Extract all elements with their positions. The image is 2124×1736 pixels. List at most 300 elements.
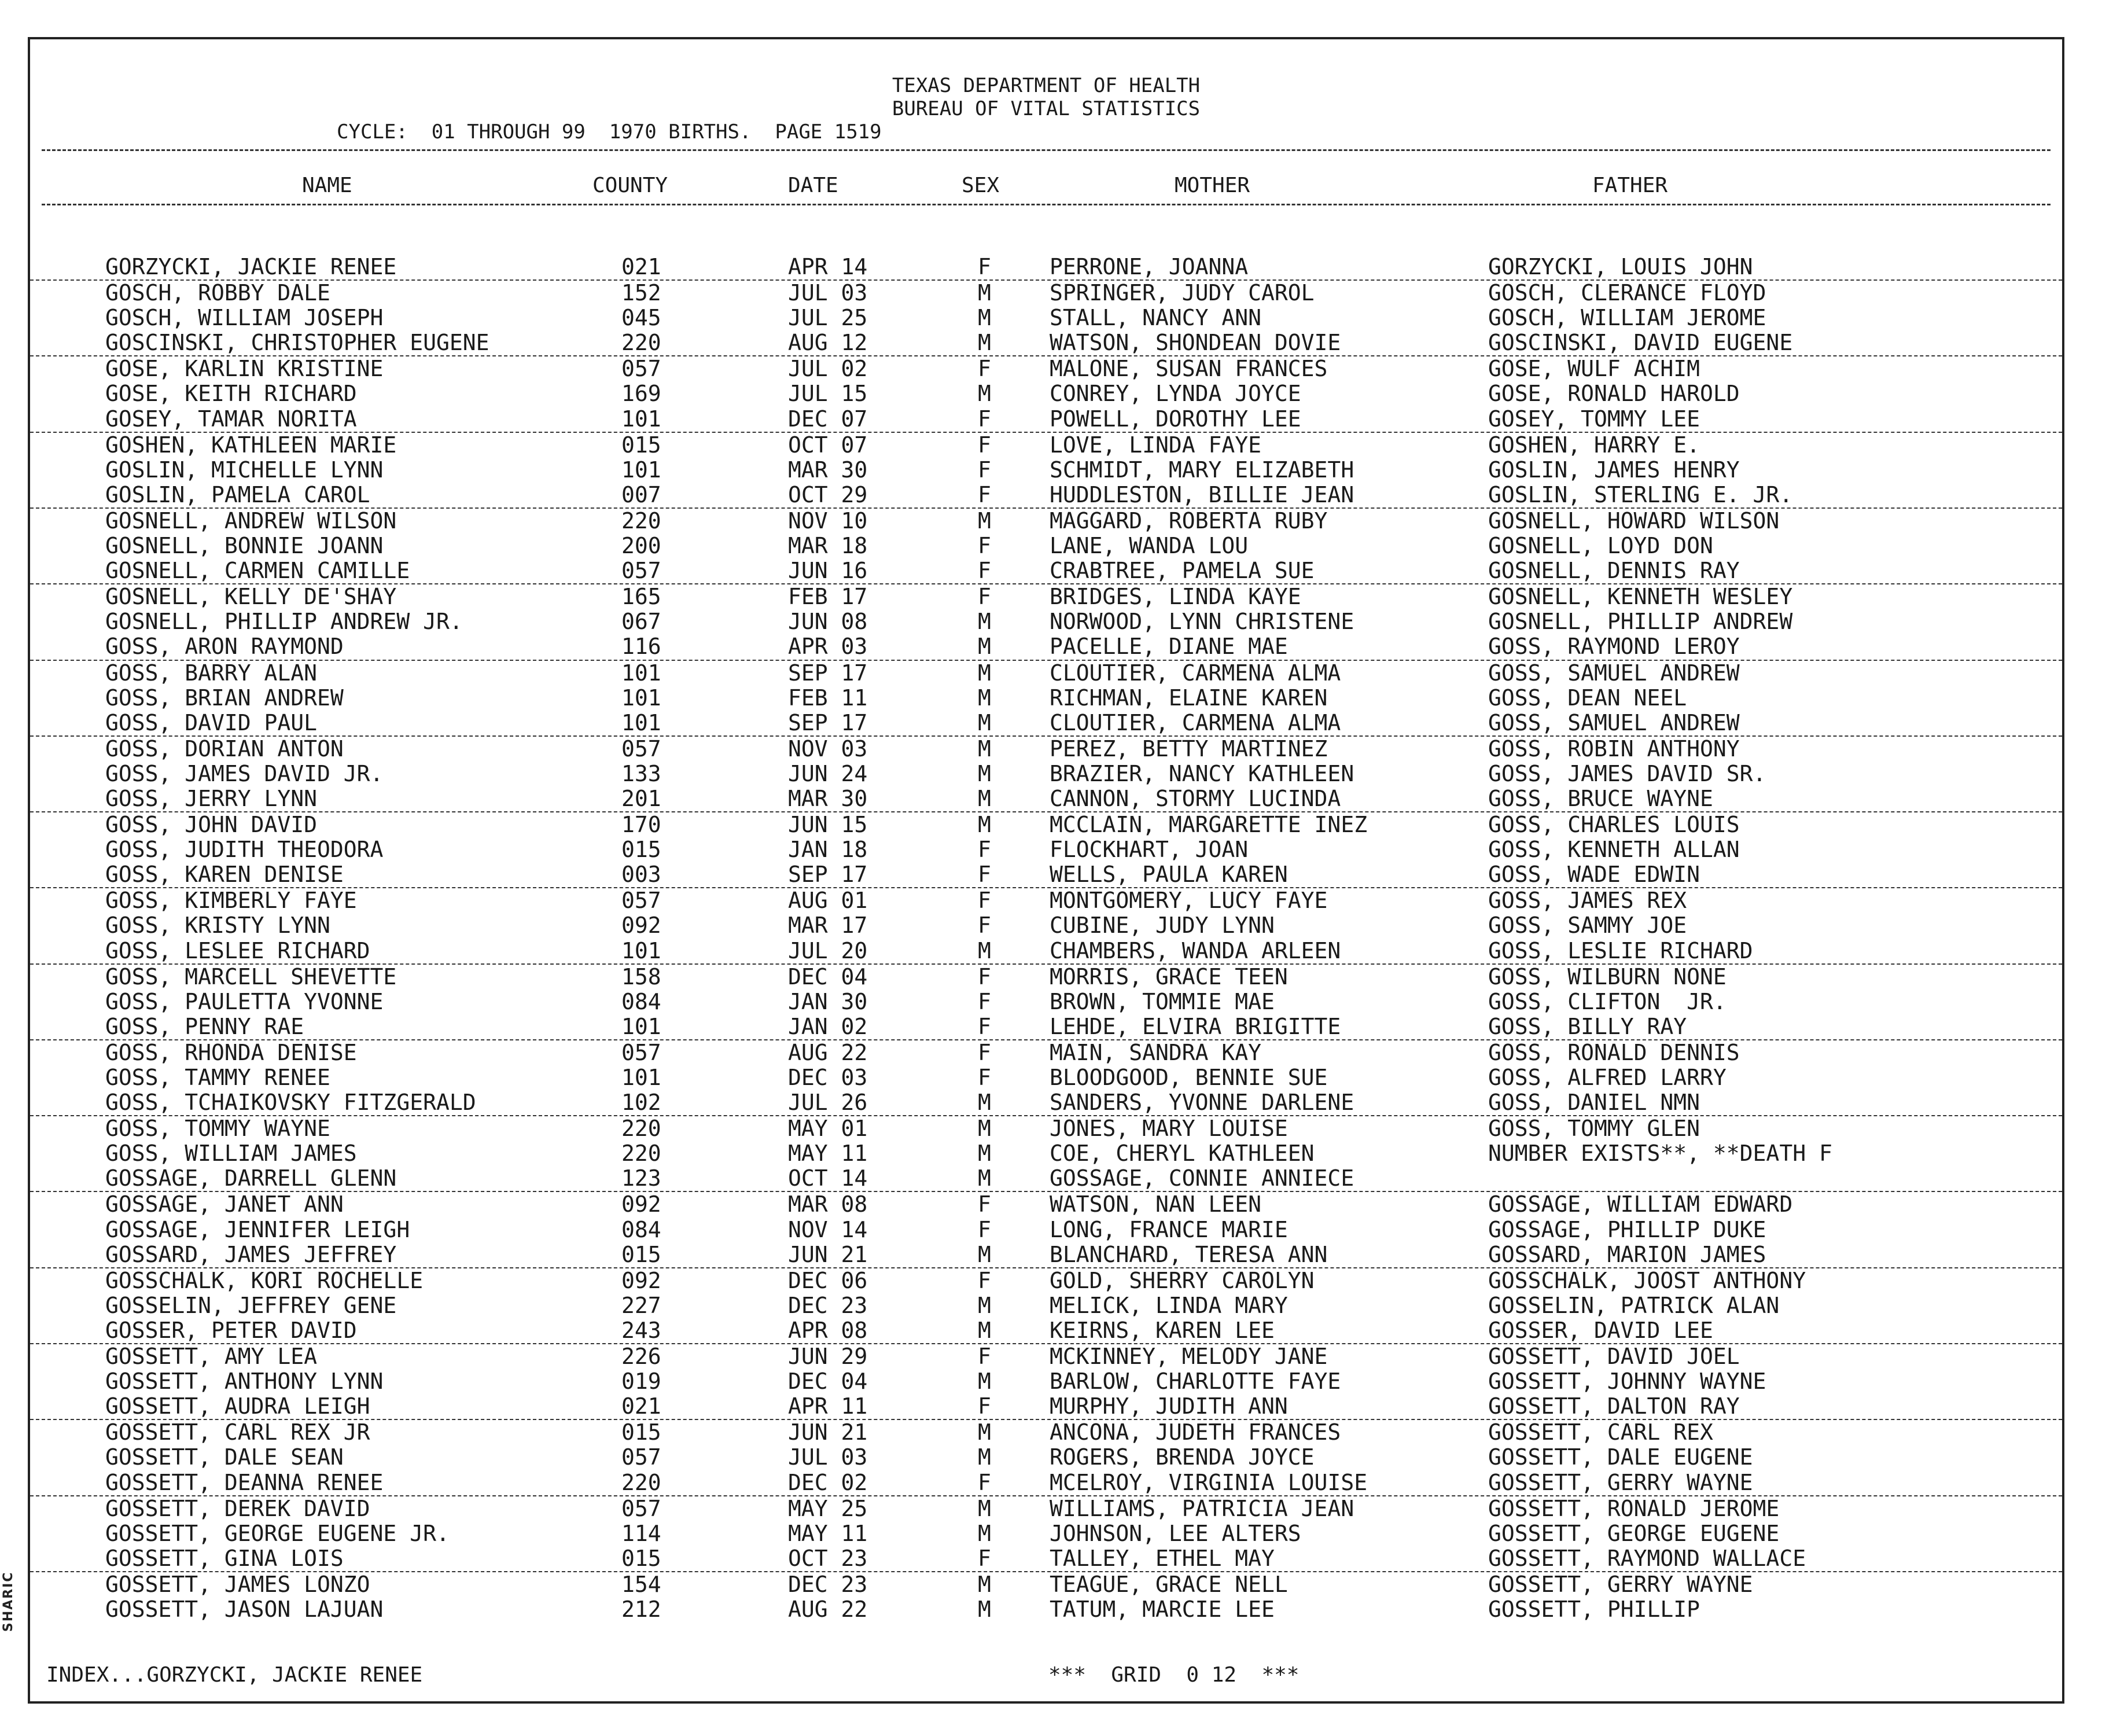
record-father: GOSEY, TOMMY LEE [1488, 406, 1700, 432]
record-row [30, 737, 2062, 762]
record-date: OCT 14 [788, 1165, 868, 1191]
record-date: APR 14 [788, 254, 868, 279]
record-county: 165 [621, 584, 661, 610]
record-county: 015 [621, 1241, 661, 1267]
record-county: 101 [621, 406, 661, 432]
record-date: DEC 04 [788, 963, 868, 990]
record-date: MAR 18 [788, 533, 868, 559]
record-date: JAN 18 [788, 837, 868, 863]
record-mother: WILLIAMS, PATRICIA JEAN [1050, 1495, 1354, 1521]
record-county: 019 [621, 1369, 661, 1395]
record-father: GOSS, RONALD DENNIS [1488, 1039, 1740, 1065]
record-father: GOSS, WILBURN NONE [1488, 963, 1727, 990]
record-date: MAR 08 [788, 1191, 868, 1218]
record-row [30, 1014, 2062, 1040]
record-date: OCT 07 [788, 432, 868, 458]
record-father: GOSHEN, HARRY E. [1488, 432, 1700, 458]
record-county: 092 [621, 913, 661, 939]
record-date: JUL 02 [788, 356, 868, 382]
cycle-line: CYCLE: 01 THROUGH 99 1970 BIRTHS. PAGE 1519 [337, 120, 882, 144]
record-sex: F [978, 1216, 991, 1242]
record-county: 170 [621, 812, 661, 838]
record-row [30, 786, 2062, 812]
record-name: GOSS, KRISTY LYNN [105, 913, 330, 939]
record-sex: M [978, 812, 991, 838]
record-mother: PACELLE, DIANE MAE [1050, 634, 1288, 660]
record-father: GOSNELL, KENNETH WESLEY [1488, 584, 1793, 610]
record-name: GOSCINSKI, CHRISTOPHER EUGENE [105, 330, 489, 356]
record-name: GORZYCKI, JACKIE RENEE [105, 254, 397, 279]
record-date: MAR 30 [788, 785, 868, 811]
record-row [30, 458, 2062, 483]
record-father: GOSS, BRUCE WAYNE [1488, 785, 1713, 811]
record-mother: CANNON, STORMY LUCINDA [1050, 785, 1341, 811]
record-name: GOSS, DAVID PAUL [105, 709, 318, 735]
record-father: GOSSETT, DALE EUGENE [1488, 1444, 1753, 1470]
column-header-mother: MOTHER [1175, 174, 1250, 197]
record-father: GOSNELL, HOWARD WILSON [1488, 507, 1780, 534]
record-sex: M [978, 1419, 991, 1446]
record-mother: SPRINGER, JUDY CAROL [1050, 280, 1315, 306]
record-father: GOSS, ALFRED LARRY [1488, 1065, 1727, 1090]
record-county: 227 [621, 1292, 661, 1318]
record-row [30, 1445, 2062, 1470]
record-sex: M [978, 1317, 991, 1343]
record-county: 092 [621, 1191, 661, 1218]
record-sex: F [978, 913, 991, 939]
record-mother: CHAMBERS, WANDA ARLEEN [1050, 937, 1341, 963]
record-name: GOSS, PENNY RAE [105, 1013, 304, 1039]
record-sex: F [978, 988, 991, 1014]
record-county: 116 [621, 634, 661, 660]
column-header-sex: SEX [962, 174, 1000, 197]
record-name: GOSCH, ROBBY DALE [105, 280, 330, 306]
record-sex: F [978, 356, 991, 382]
record-row [30, 1369, 2062, 1394]
record-name: GOSLIN, PAMELA CAROL [105, 481, 370, 507]
record-date: JUN 29 [788, 1344, 868, 1370]
record-father: GOSS, DANIEL NMN [1488, 1090, 1700, 1116]
record-name: GOSSARD, JAMES JEFFREY [105, 1241, 397, 1267]
record-date: NOV 03 [788, 735, 868, 762]
record-father: GOSCINSKI, DAVID EUGENE [1488, 330, 1793, 356]
record-father: GOSS, SAMUEL ANDREW [1488, 660, 1740, 686]
record-sex: F [978, 1191, 991, 1218]
record-county: 101 [621, 660, 661, 686]
record-date: JUN 21 [788, 1419, 868, 1446]
record-county: 057 [621, 735, 661, 762]
record-row [30, 686, 2062, 711]
record-county: 057 [621, 558, 661, 584]
record-mother: TALLEY, ETHEL MAY [1050, 1545, 1275, 1571]
record-name: GOSS, KIMBERLY FAYE [105, 888, 357, 914]
record-name: GOSNELL, BONNIE JOANN [105, 533, 384, 559]
record-name: GOSNELL, PHILLIP ANDREW JR. [105, 609, 463, 635]
record-father: GOSE, RONALD HAROLD [1488, 381, 1740, 407]
record-mother: MCKINNEY, MELODY JANE [1050, 1344, 1328, 1370]
record-county: 084 [621, 1216, 661, 1242]
record-name: GOSSETT, DALE SEAN [105, 1444, 344, 1470]
printout-sheet [28, 37, 2064, 1704]
record-row [30, 990, 2062, 1014]
record-date: JAN 30 [788, 988, 868, 1014]
record-row [30, 634, 2062, 660]
record-sex: M [978, 1165, 991, 1191]
record-mother: KEIRNS, KAREN LEE [1050, 1317, 1275, 1343]
record-row [30, 255, 2062, 281]
record-name: GOSS, BARRY ALAN [105, 660, 318, 686]
record-sex: M [978, 1241, 991, 1267]
record-father: GOSLIN, JAMES HENRY [1488, 457, 1740, 483]
record-sex: F [978, 1065, 991, 1090]
record-mother: MAIN, SANDRA KAY [1050, 1039, 1262, 1065]
record-county: 057 [621, 888, 661, 914]
record-county: 220 [621, 507, 661, 534]
record-sex: F [978, 1393, 991, 1419]
record-father: GOSS, TOMMY GLEN [1488, 1116, 1700, 1142]
record-name: GOSS, WILLIAM JAMES [105, 1141, 357, 1167]
record-row [30, 483, 2062, 509]
record-name: GOSS, JUDITH THEODORA [105, 837, 384, 863]
record-row [30, 281, 2062, 306]
record-date: DEC 23 [788, 1571, 868, 1597]
record-row [30, 1192, 2062, 1217]
record-county: 169 [621, 381, 661, 407]
record-sex: M [978, 1495, 991, 1521]
record-row [30, 381, 2062, 406]
record-county: 067 [621, 609, 661, 635]
record-mother: LOVE, LINDA FAYE [1050, 432, 1262, 458]
record-date: DEC 02 [788, 1469, 868, 1495]
record-mother: BARLOW, CHARLOTTE FAYE [1050, 1369, 1341, 1395]
record-county: 045 [621, 305, 661, 331]
record-county: 101 [621, 1013, 661, 1039]
record-father: GOSSARD, MARION JAMES [1488, 1241, 1766, 1267]
record-row [30, 534, 2062, 558]
record-sex: M [978, 685, 991, 711]
record-father: GOSNELL, PHILLIP ANDREW [1488, 609, 1793, 635]
record-row [30, 661, 2062, 686]
record-county: 220 [621, 1116, 661, 1142]
record-row [30, 1597, 2062, 1622]
record-mother: ROGERS, BRENDA JOYCE [1050, 1444, 1315, 1470]
record-mother: BROWN, TOMMIE MAE [1050, 988, 1275, 1014]
record-father: NUMBER EXISTS**, **DEATH F [1488, 1141, 1832, 1167]
record-sex: F [978, 1545, 991, 1571]
column-header-father: FATHER [1592, 174, 1668, 197]
record-mother: TATUM, MARCIE LEE [1050, 1596, 1275, 1622]
record-father: GOSSAGE, WILLIAM EDWARD [1488, 1191, 1793, 1218]
records-list [30, 255, 2062, 1622]
record-date: FEB 11 [788, 685, 868, 711]
record-mother: LEHDE, ELVIRA BRIGITTE [1050, 1013, 1341, 1039]
record-mother: CLOUTIER, CARMENA ALMA [1050, 660, 1341, 686]
record-mother: MALONE, SUSAN FRANCES [1050, 356, 1328, 382]
record-father: GOSS, DEAN NEEL [1488, 685, 1687, 711]
record-sex: M [978, 1090, 991, 1116]
record-father: GOSSETT, JOHNNY WAYNE [1488, 1369, 1766, 1395]
record-row [30, 1040, 2062, 1065]
record-date: AUG 22 [788, 1039, 868, 1065]
record-mother: CRABTREE, PAMELA SUE [1050, 558, 1315, 584]
record-county: 101 [621, 1065, 661, 1090]
record-mother: JOHNSON, LEE ALTERS [1050, 1520, 1301, 1546]
record-name: GOSSETT, DEREK DAVID [105, 1495, 370, 1521]
record-sex: F [978, 862, 991, 888]
record-name: GOSSAGE, DARRELL GLENN [105, 1165, 397, 1191]
record-name: GOSSETT, ANTHONY LYNN [105, 1369, 384, 1395]
grid-footer: *** GRID 0 12 *** [1048, 1663, 1300, 1687]
record-father: GOSSETT, CARL REX [1488, 1419, 1713, 1446]
record-father: GOSLIN, STERLING E. JR. [1488, 481, 1793, 507]
record-sex: F [978, 1039, 991, 1065]
record-sex: F [978, 584, 991, 610]
header-rule [42, 149, 2051, 151]
record-row [30, 1268, 2062, 1293]
record-mother: FLOCKHART, JOAN [1050, 837, 1249, 863]
record-sex: M [978, 1596, 991, 1622]
record-father: GOSS, ROBIN ANTHONY [1488, 735, 1740, 762]
record-date: OCT 29 [788, 481, 868, 507]
record-county: 003 [621, 862, 661, 888]
record-date: MAY 25 [788, 1495, 868, 1521]
record-sex: F [978, 457, 991, 483]
record-sex: M [978, 381, 991, 407]
record-date: AUG 22 [788, 1596, 868, 1622]
record-county: 057 [621, 1039, 661, 1065]
record-county: 102 [621, 1090, 661, 1116]
record-row [30, 509, 2062, 534]
record-row [30, 837, 2062, 862]
record-row [30, 1293, 2062, 1318]
record-date: APR 08 [788, 1317, 868, 1343]
record-name: GOSSETT, GEORGE EUGENE JR. [105, 1520, 450, 1546]
record-father: GOSS, CLIFTON JR. [1488, 988, 1727, 1014]
record-date: MAY 11 [788, 1141, 868, 1167]
record-county: 015 [621, 1545, 661, 1571]
record-father: GOSCH, CLERANCE FLOYD [1488, 280, 1766, 306]
record-name: GOSS, MARCELL SHEVETTE [105, 963, 397, 990]
record-date: DEC 03 [788, 1065, 868, 1090]
record-date: NOV 14 [788, 1216, 868, 1242]
record-name: GOSS, KAREN DENISE [105, 862, 344, 888]
record-row [30, 609, 2062, 634]
record-row [30, 1090, 2062, 1116]
record-name: GOSSETT, GINA LOIS [105, 1545, 344, 1571]
record-county: 057 [621, 1495, 661, 1521]
record-date: DEC 07 [788, 406, 868, 432]
record-sex: F [978, 837, 991, 863]
record-mother: MAGGARD, ROBERTA RUBY [1050, 507, 1328, 534]
record-row [30, 1496, 2062, 1521]
record-mother: CONREY, LYNDA JOYCE [1050, 381, 1301, 407]
record-mother: BRAZIER, NANCY KATHLEEN [1050, 760, 1354, 786]
record-date: MAY 11 [788, 1520, 868, 1546]
record-father: GOSS, BILLY RAY [1488, 1013, 1687, 1039]
record-mother: BLOODGOOD, BENNIE SUE [1050, 1065, 1328, 1090]
record-date: AUG 12 [788, 330, 868, 356]
record-county: 101 [621, 709, 661, 735]
record-mother: CUBINE, JUDY LYNN [1050, 913, 1275, 939]
record-date: APR 03 [788, 634, 868, 660]
record-date: MAR 30 [788, 457, 868, 483]
department-title: TEXAS DEPARTMENT OF HEALTH [892, 74, 1201, 97]
record-date: DEC 06 [788, 1267, 868, 1293]
record-row [30, 862, 2062, 888]
record-mother: JONES, MARY LOUISE [1050, 1116, 1288, 1142]
record-mother: PERRONE, JOANNA [1050, 254, 1249, 279]
record-name: GOSSETT, JAMES LONZO [105, 1571, 370, 1597]
record-date: JUN 21 [788, 1241, 868, 1267]
record-date: JUL 26 [788, 1090, 868, 1116]
record-row [30, 1344, 2062, 1369]
record-name: GOSNELL, ANDREW WILSON [105, 507, 397, 534]
index-footer: INDEX...GORZYCKI, JACKIE RENEE [46, 1663, 423, 1687]
record-mother: STALL, NANCY ANN [1050, 305, 1262, 331]
record-sex: F [978, 533, 991, 559]
record-sex: M [978, 1141, 991, 1167]
record-father: GOSSETT, DALTON RAY [1488, 1393, 1740, 1419]
record-row [30, 1218, 2062, 1242]
record-row [30, 1065, 2062, 1090]
record-sex: F [978, 1013, 991, 1039]
record-row [30, 913, 2062, 938]
record-sex: F [978, 1267, 991, 1293]
record-sex: M [978, 507, 991, 534]
record-father: GOSSELIN, PATRICK ALAN [1488, 1292, 1780, 1318]
record-county: 154 [621, 1571, 661, 1597]
record-sex: F [978, 1469, 991, 1495]
record-date: JUN 16 [788, 558, 868, 584]
record-father: GOSS, SAMMY JOE [1488, 913, 1687, 939]
record-date: SEP 17 [788, 709, 868, 735]
record-row [30, 1141, 2062, 1166]
record-date: AUG 01 [788, 888, 868, 914]
record-county: 057 [621, 1444, 661, 1470]
record-row [30, 584, 2062, 609]
record-father: GOSE, WULF ACHIM [1488, 356, 1700, 382]
record-row [30, 1242, 2062, 1268]
record-date: JUL 03 [788, 1444, 868, 1470]
record-row [30, 1546, 2062, 1572]
record-name: GOSS, TCHAIKOVSKY FITZGERALD [105, 1090, 476, 1116]
record-sex: M [978, 1292, 991, 1318]
record-name: GOSS, DORIAN ANTON [105, 735, 344, 762]
record-father: GOSNELL, LOYD DON [1488, 533, 1713, 559]
record-name: GOSE, KARLIN KRISTINE [105, 356, 384, 382]
record-sex: M [978, 1520, 991, 1546]
record-father: GOSSETT, GEORGE EUGENE [1488, 1520, 1780, 1546]
record-row [30, 306, 2062, 330]
record-sex: M [978, 1116, 991, 1142]
record-mother: BRIDGES, LINDA KAYE [1050, 584, 1301, 610]
record-county: 243 [621, 1317, 661, 1343]
record-county: 021 [621, 1393, 661, 1419]
record-row [30, 558, 2062, 584]
record-name: GOSS, RHONDA DENISE [105, 1039, 357, 1065]
record-county: 152 [621, 280, 661, 306]
record-row [30, 888, 2062, 913]
record-sex: M [978, 735, 991, 762]
record-name: GOSS, JAMES DAVID JR. [105, 760, 384, 786]
record-mother: RICHMAN, ELAINE KAREN [1050, 685, 1328, 711]
record-mother: WELLS, PAULA KAREN [1050, 862, 1288, 888]
record-sex: M [978, 609, 991, 635]
record-mother: POWELL, DOROTHY LEE [1050, 406, 1301, 432]
record-name: GOSSELIN, JEFFREY GENE [105, 1292, 397, 1318]
record-mother: MORRIS, GRACE TEEN [1050, 963, 1288, 990]
record-sex: M [978, 305, 991, 331]
record-county: 220 [621, 1469, 661, 1495]
record-mother: COE, CHERYL KATHLEEN [1050, 1141, 1315, 1167]
record-county: 015 [621, 837, 661, 863]
record-sex: M [978, 634, 991, 660]
record-county: 101 [621, 937, 661, 963]
record-name: GOSLIN, MICHELLE LYNN [105, 457, 384, 483]
record-county: 015 [621, 432, 661, 458]
record-row [30, 1166, 2062, 1192]
column-header-rule [42, 204, 2051, 205]
record-sex: F [978, 432, 991, 458]
record-date: JAN 02 [788, 1013, 868, 1039]
record-sex: M [978, 1369, 991, 1395]
record-father: GOSSETT, RAYMOND WALLACE [1488, 1545, 1806, 1571]
side-label: SHARIC [1, 1571, 16, 1632]
record-sex: M [978, 937, 991, 963]
record-name: GOSS, TAMMY RENEE [105, 1065, 330, 1090]
column-header-county: COUNTY [592, 174, 668, 197]
record-father: GOSS, WADE EDWIN [1488, 862, 1700, 888]
record-name: GOSE, KEITH RICHARD [105, 381, 357, 407]
record-name: GOSNELL, KELLY DE'SHAY [105, 584, 397, 610]
record-name: GOSS, JOHN DAVID [105, 812, 318, 838]
record-date: SEP 17 [788, 660, 868, 686]
record-mother: SANDERS, YVONNE DARLENE [1050, 1090, 1354, 1116]
record-name: GOSS, LESLEE RICHARD [105, 937, 370, 963]
record-county: 084 [621, 988, 661, 1014]
record-mother: LANE, WANDA LOU [1050, 533, 1249, 559]
record-mother: ANCONA, JUDETH FRANCES [1050, 1419, 1341, 1446]
record-mother: MELICK, LINDA MARY [1050, 1292, 1288, 1318]
record-mother: MONTGOMERY, LUCY FAYE [1050, 888, 1328, 914]
record-county: 101 [621, 685, 661, 711]
record-father: GOSNELL, DENNIS RAY [1488, 558, 1740, 584]
record-row [30, 1420, 2062, 1445]
record-row [30, 812, 2062, 837]
record-row [30, 1116, 2062, 1141]
record-mother: GOLD, SHERRY CAROLYN [1050, 1267, 1315, 1293]
record-date: JUL 25 [788, 305, 868, 331]
record-county: 021 [621, 254, 661, 279]
record-mother: MCELROY, VIRGINIA LOUISE [1050, 1469, 1368, 1495]
record-county: 092 [621, 1267, 661, 1293]
record-father: GOSS, KENNETH ALLAN [1488, 837, 1740, 863]
record-father: GOSSETT, DAVID JOEL [1488, 1344, 1740, 1370]
record-mother: MURPHY, JUDITH ANN [1050, 1393, 1288, 1419]
record-county: 114 [621, 1520, 661, 1546]
record-father: GOSS, RAYMOND LEROY [1488, 634, 1740, 660]
record-name: GOSSETT, CARL REX JR [105, 1419, 370, 1446]
record-name: GOSS, JERRY LYNN [105, 785, 318, 811]
record-row [30, 330, 2062, 356]
record-name: GOSSETT, DEANNA RENEE [105, 1469, 384, 1495]
record-father: GOSSETT, RONALD JEROME [1488, 1495, 1780, 1521]
record-date: APR 11 [788, 1393, 868, 1419]
record-county: 057 [621, 356, 661, 382]
record-mother: HUDDLESTON, BILLIE JEAN [1050, 481, 1354, 507]
record-row [30, 1470, 2062, 1496]
record-county: 220 [621, 1141, 661, 1167]
